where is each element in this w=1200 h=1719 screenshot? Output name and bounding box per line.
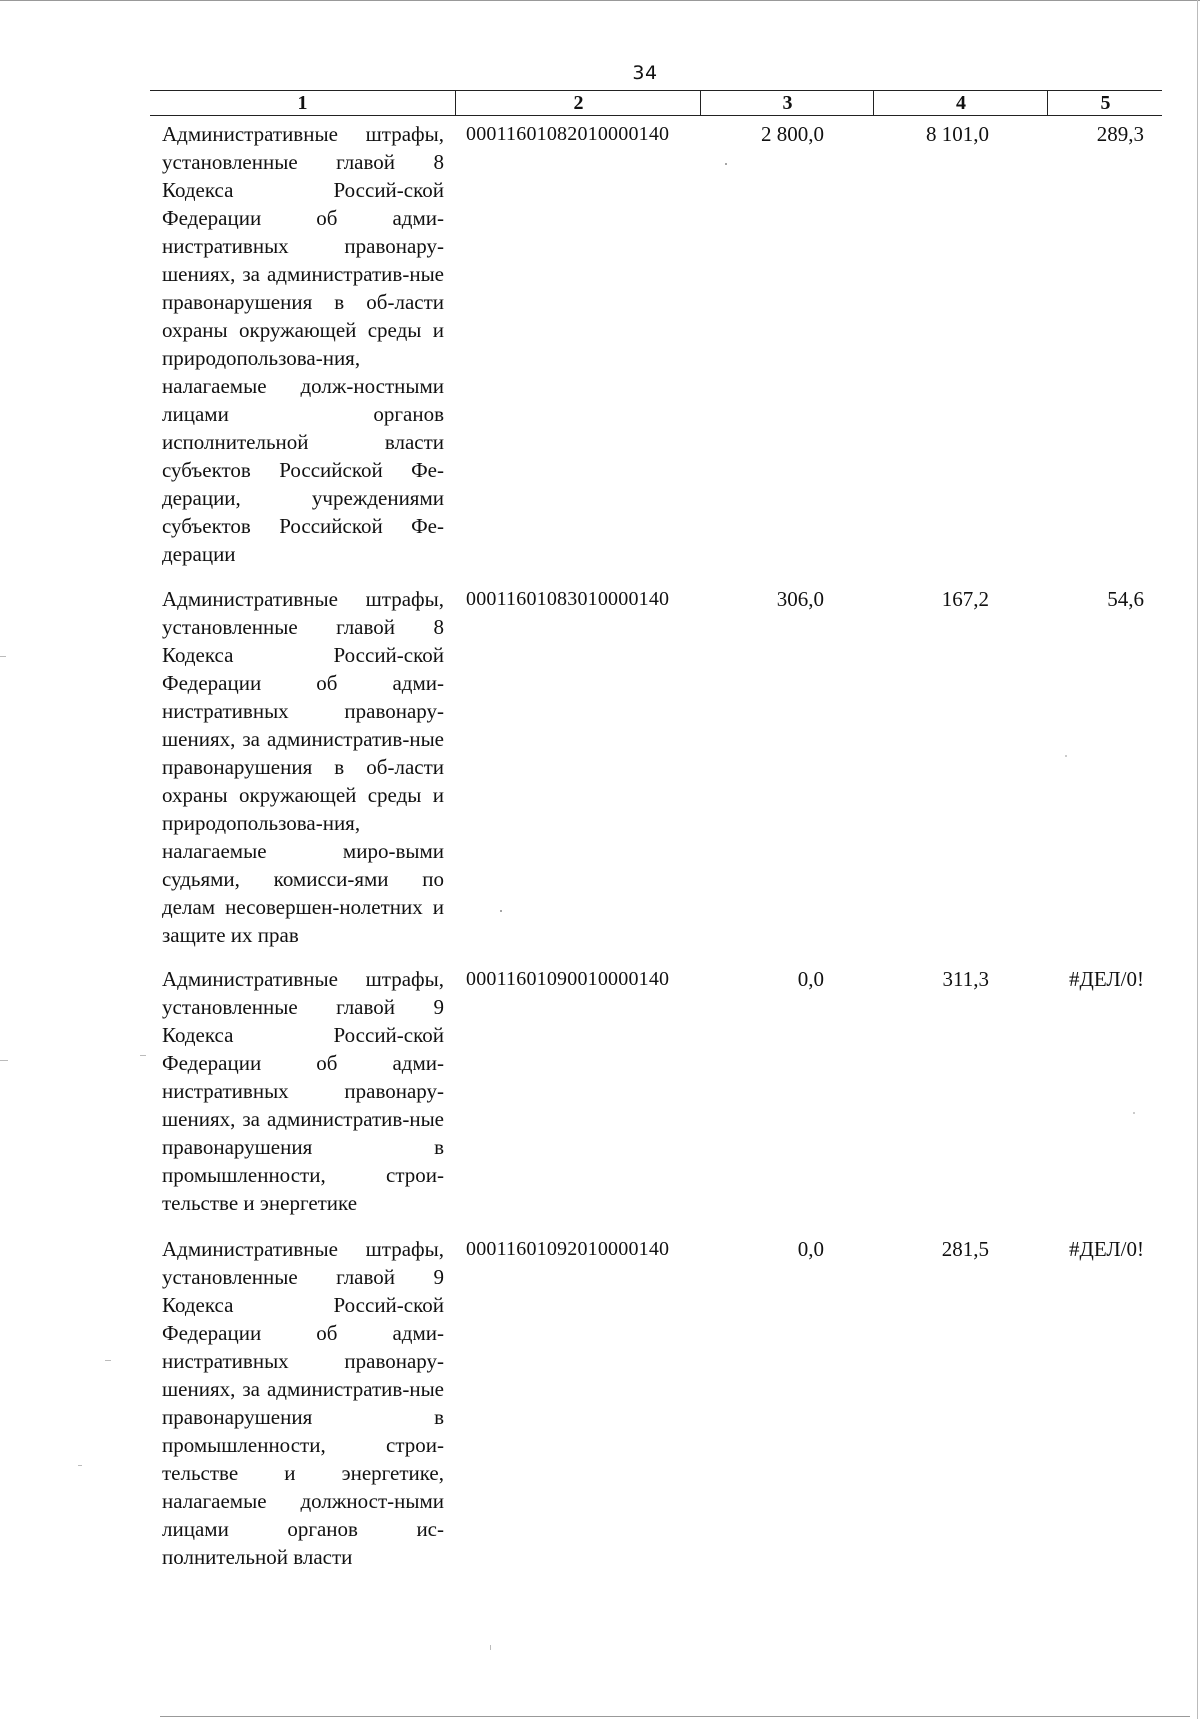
scan-mark	[0, 656, 6, 657]
row-code: 00011601083010000140	[466, 588, 670, 610]
row-value-col3: 2 800,0	[761, 122, 824, 146]
column-header-3: 3	[700, 91, 874, 115]
row-value-col3: 0,0	[797, 967, 824, 991]
column-header-1: 1	[297, 92, 308, 114]
row-code: 00011601090010000140	[466, 968, 670, 990]
scan-mark	[140, 1055, 146, 1056]
scan-right-edge	[1197, 0, 1198, 1719]
row-code: 00011601092010000140	[466, 1238, 670, 1260]
column-header-2: 2	[455, 91, 701, 115]
row-value-col5: #ДЕЛ/0!	[1069, 967, 1144, 991]
scan-speck	[500, 910, 502, 912]
row-value-col5: 289,3	[1096, 122, 1144, 146]
row-value-col4: 167,2	[941, 587, 989, 611]
scan-mark	[160, 1716, 1190, 1717]
scan-mark	[490, 1645, 491, 1650]
row-value-col5: #ДЕЛ/0!	[1069, 1237, 1144, 1261]
scan-speck	[725, 163, 727, 165]
row-value-col3: 306,0	[776, 587, 824, 611]
row-value-col4: 311,3	[942, 967, 989, 991]
row-code: 00011601082010000140	[466, 123, 670, 145]
row-value-col5: 54,6	[1107, 587, 1144, 611]
row-description: Административные штрафы, установленные главой 8 Кодекса Россий-ской Федерации об адми-нистративных правонару-шениях, за административ-ные правонарушения в об-ласти охраны окружающей среды и природопользова-ния, налагаемые долж-ностными лицами органов исполнительной власти субъектов Российской Фе-дерации, учреждениями субъектов Российской Фе-дерации	[162, 122, 444, 566]
scan-mark	[0, 1060, 8, 1061]
scan-speck	[1065, 755, 1067, 757]
table-header	[150, 90, 1162, 116]
row-value-col4: 281,5	[941, 1237, 989, 1261]
row-description: Административные штрафы, установленные главой 9 Кодекса Россий-ской Федерации об адми-нистративных правонару-шениях, за административ-ные правонарушения в промышленности, строи-тельстве и энергетике, налагаемые должност-ными лицами органов ис-полнительной власти	[162, 1237, 444, 1569]
column-header-5: 5	[1047, 91, 1163, 115]
scan-top-edge	[0, 0, 1200, 1]
page-number: 34	[632, 62, 658, 84]
row-description: Административные штрафы, установленные главой 9 Кодекса Россий-ской Федерации об адми-нистративных правонару-шениях, за административ-ные правонарушения в промышленности, строи-тельстве и энергетике	[162, 967, 444, 1215]
row-value-col4: 8 101,0	[926, 122, 989, 146]
row-value-col3: 0,0	[797, 1237, 824, 1261]
scan-mark	[78, 1465, 82, 1466]
column-header-4: 4	[873, 91, 1048, 115]
scan-mark	[105, 1360, 111, 1361]
scan-speck	[1133, 1112, 1135, 1114]
row-description: Административные штрафы, установленные главой 8 Кодекса Россий-ской Федерации об адми-нистративных правонару-шениях, за административ-ные правонарушения в об-ласти охраны окружающей среды и природопользова-ния, налагаемые миро-выми судьями, комисси-ями по делам несовершен-нолетних и защите их прав	[162, 587, 444, 947]
